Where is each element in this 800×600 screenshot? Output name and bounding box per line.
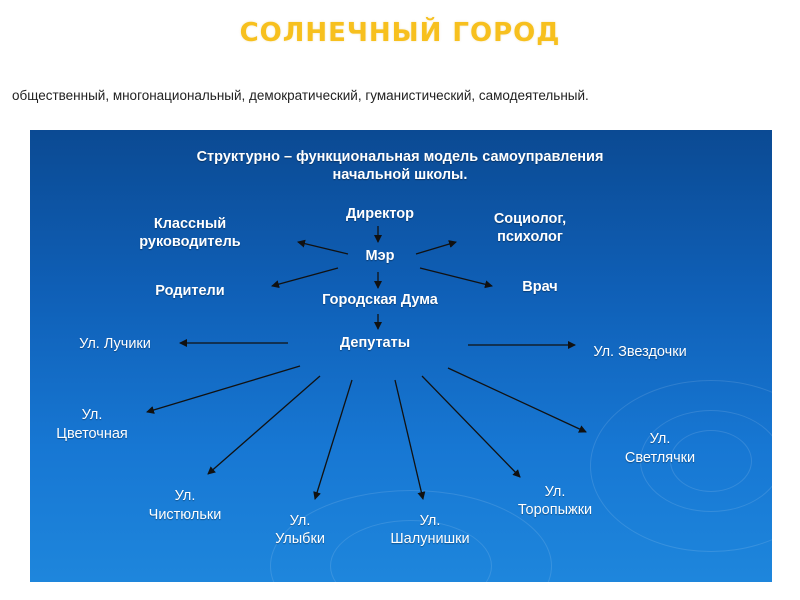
street-shalunishki-name: Шалунишки [390,531,470,547]
node-sociologist-line2: психолог [497,229,563,245]
arrow-deputies-svetlyachki [448,368,586,432]
street-toropyzhki-prefix: Ул. [544,484,566,500]
street-svetlyachki-prefix: Ул. [649,431,671,447]
node-deputies: Депутаты [339,335,411,351]
arrow-deputies-cvetochnaya [147,366,300,412]
street-ulybki-name: Улыбки [275,531,325,547]
street-svetlyachki-name: Светлячки [624,450,696,466]
node-mayor: Мэр [365,248,395,264]
street-cvetochnaya-prefix: Ул. [81,407,103,423]
diagram-panel [30,130,772,582]
arrow-mayor-doctor [420,268,492,286]
node-doctor: Врач [522,279,558,295]
street-cvetochnaya-name: Цветочная [56,426,128,442]
page-subtitle: общественный, многонациональный, демократический, гуманистический, самодеятельный. [12,88,589,103]
arrow-deputies-ulybki [315,380,352,499]
arrow-mayor-parents [272,268,338,286]
node-class-teacher-line1: Классный [153,216,227,232]
street-toropyzhki-name: Торопыжки [517,502,593,518]
diagram-heading-line2: начальной школы. [332,167,468,183]
street-zvezdochki: Ул. Звездочки [593,344,687,360]
arrow-mayor-teacher [298,242,348,254]
node-parents: Родители [155,283,225,299]
street-luchiki: Ул. Лучики [79,336,151,352]
arrow-mayor-sociologist [416,242,456,254]
street-shalunishki-prefix: Ул. [419,513,441,529]
street-chistyulki-prefix: Ул. [174,488,196,504]
node-director: Директор [345,206,415,222]
node-city-duma: Городская Дума [322,292,438,308]
page-title: СОЛНЕЧНЫЙ ГОРОД [239,18,561,48]
street-chistyulki-name: Чистюльки [148,507,222,523]
arrow-deputies-chistyulki [208,376,320,474]
arrow-deputies-toropyzhki [422,376,520,477]
node-class-teacher-line2: руководитель [139,234,241,250]
arrow-deputies-shalunishki [395,380,423,499]
street-ulybki-prefix: Ул. [289,513,311,529]
node-sociologist-line1: Социолог, [493,211,567,227]
diagram-heading-line1: Структурно – функциональная модель самоуправления [196,149,604,165]
